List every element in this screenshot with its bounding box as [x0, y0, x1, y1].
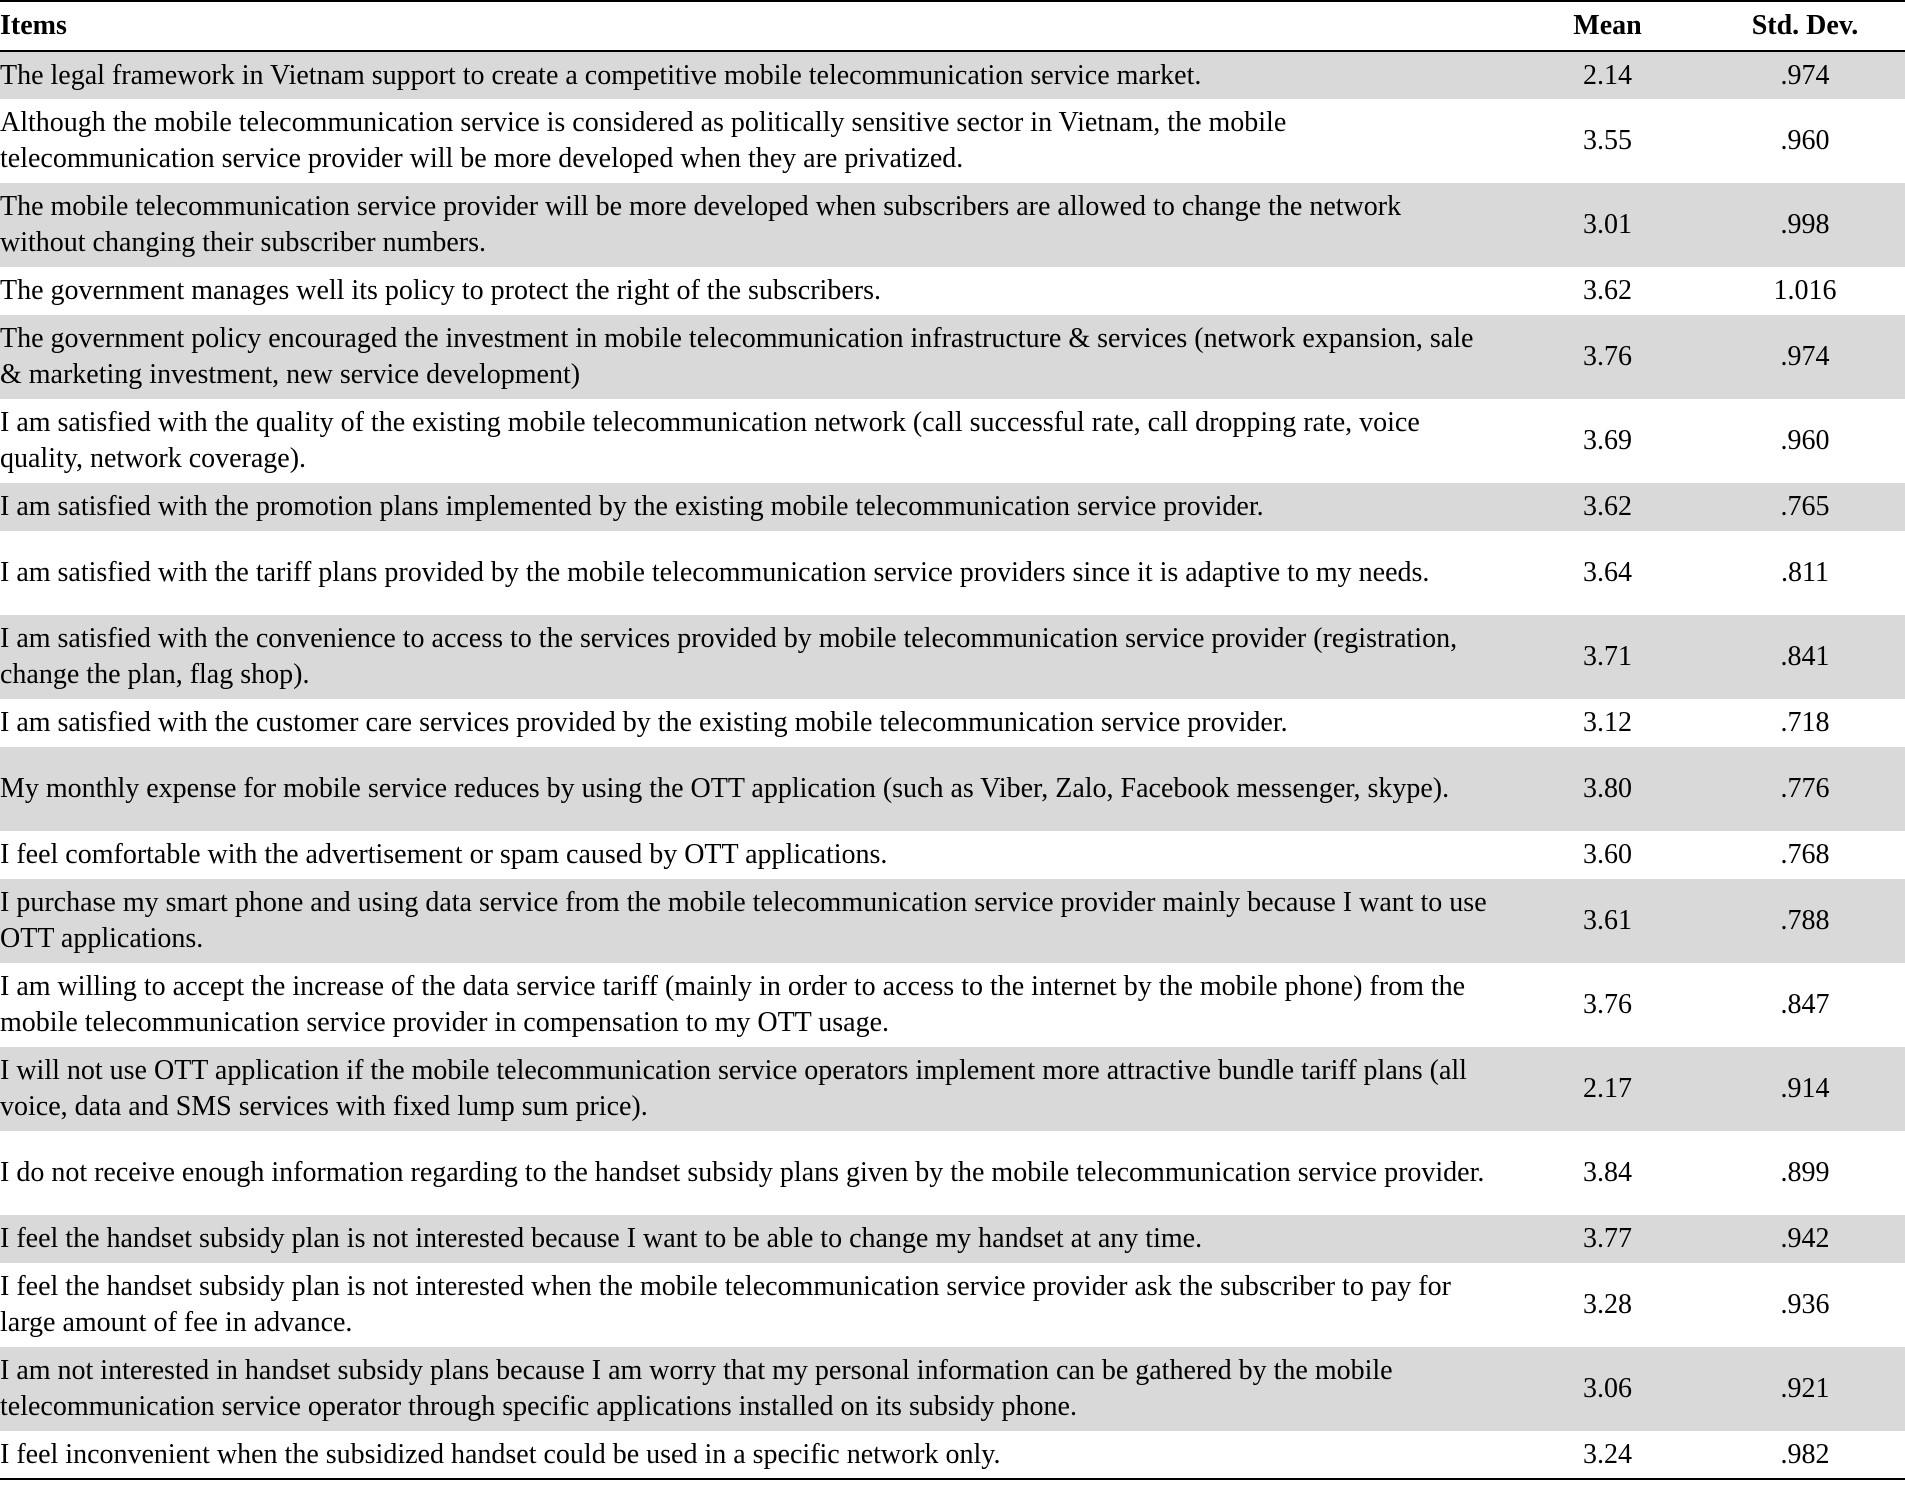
mean-value: 2.14 — [1510, 51, 1705, 99]
item-text: I feel inconvenient when the subsidized handset could be used in a specific network only. — [0, 1431, 1510, 1479]
mean-value: 3.64 — [1583, 557, 1632, 588]
item-text: My monthly expense for mobile service reduces by using the OTT application (such as Viber, Zalo, Facebook messenger, skype). — [0, 747, 1510, 831]
mean-value: 3.76 — [1583, 989, 1632, 1020]
table-row — [0, 747, 1905, 831]
item-text: I purchase my smart phone and using data service from the mobile telecommunication service provider mainly because I want to use OTT applications. — [0, 879, 1510, 963]
mean-value: 3.12 — [1583, 707, 1632, 738]
std-dev-value: .765 — [1705, 483, 1905, 531]
std-dev-value: .914 — [1705, 1047, 1905, 1131]
std-dev-value: 1.016 — [1773, 275, 1837, 306]
std-dev-value: .960 — [1780, 425, 1830, 456]
item-text: I will not use OTT application if the mobile telecommunication service operators implement more attractive bundle tariff plans (all voice, data and SMS services with fixed lump sum price). — [0, 1047, 1510, 1131]
item-text: I am not interested in handset subsidy plans because I am worry that my personal information can be gathered by the mobile telecommunication service operator through specific applications installed on its subsidy phone. — [0, 1347, 1510, 1431]
table-row — [0, 399, 1905, 483]
table-row — [0, 615, 1905, 699]
table-row — [0, 483, 1905, 531]
table-row — [0, 1431, 1905, 1479]
mean-value: 3.62 — [1510, 483, 1705, 531]
item-text: I am willing to accept the increase of the data service tariff (mainly in order to access to the internet by the mobile phone) from the mobile telecommunication service provider in compensation to my OTT usage. — [0, 971, 1466, 1038]
mean-value: 3.24 — [1510, 1431, 1705, 1479]
table-row — [0, 267, 1905, 315]
mean-value: 3.80 — [1510, 747, 1705, 831]
table-row — [0, 1215, 1905, 1263]
std-dev-value: .788 — [1705, 879, 1905, 963]
std-dev-value: .921 — [1705, 1347, 1905, 1431]
mean-value: 3.01 — [1510, 183, 1705, 267]
table-row — [0, 315, 1905, 399]
item-text: I feel comfortable with the advertisement or spam caused by OTT applications. — [0, 839, 888, 870]
std-dev-value: .974 — [1705, 51, 1905, 99]
table-row — [0, 699, 1905, 747]
std-dev-value: .998 — [1705, 183, 1905, 267]
header-items: Items — [0, 1, 1510, 51]
table-row — [0, 531, 1905, 615]
item-text: I feel the handset subsidy plan is not interested because I want to be able to change my handset at any time. — [0, 1215, 1510, 1263]
item-text: I feel the handset subsidy plan is not interested when the mobile telecommunication service provider ask the subscriber to pay for large amount of fee in advance. — [0, 1271, 1451, 1338]
header-row — [0, 1, 1905, 51]
std-dev-value: .936 — [1780, 1289, 1830, 1320]
std-dev-value: .841 — [1705, 615, 1905, 699]
std-dev-value: .974 — [1705, 315, 1905, 399]
table-row — [0, 99, 1905, 183]
table-row — [0, 831, 1905, 879]
mean-value: 3.61 — [1510, 879, 1705, 963]
std-dev-value: .718 — [1780, 707, 1830, 738]
mean-value: 3.69 — [1583, 425, 1632, 456]
table-row — [0, 1263, 1905, 1347]
table-row — [0, 879, 1905, 963]
std-dev-value: .776 — [1705, 747, 1905, 831]
mean-value: 3.06 — [1510, 1347, 1705, 1431]
std-dev-value: .942 — [1705, 1215, 1905, 1263]
table-row — [0, 963, 1905, 1047]
item-text: I am satisfied with the promotion plans implemented by the existing mobile telecommunication service provider. — [0, 483, 1510, 531]
item-text: The legal framework in Vietnam support to create a competitive mobile telecommunication service market. — [0, 51, 1510, 99]
std-dev-value: .982 — [1705, 1431, 1905, 1479]
header-mean: Mean — [1510, 1, 1705, 51]
item-text: I am satisfied with the tariff plans provided by the mobile telecommunication service providers since it is adaptive to my needs. — [0, 557, 1430, 588]
item-text: I am satisfied with the customer care services provided by the existing mobile telecommunication service provider. — [0, 707, 1288, 738]
mean-value: 3.28 — [1583, 1289, 1632, 1320]
mean-value: 3.60 — [1583, 839, 1632, 870]
mean-value: 3.76 — [1510, 315, 1705, 399]
item-text: The government manages well its policy to protect the right of the subscribers. — [0, 275, 881, 306]
item-text: The government policy encouraged the investment in mobile telecommunication infrastructure & services (network expansion, sale & marketing investment, new service development) — [0, 315, 1510, 399]
mean-value: 3.84 — [1583, 1157, 1632, 1188]
std-dev-value: .847 — [1780, 989, 1830, 1020]
item-text: Although the mobile telecommunication service is considered as politically sensitive sector in Vietnam, the mobile telecommunication service provider will be more developed when they are privatized. — [0, 107, 1287, 174]
mean-value: 3.71 — [1510, 615, 1705, 699]
mean-value: 3.55 — [1583, 125, 1632, 156]
std-dev-value: .768 — [1780, 839, 1830, 870]
mean-value: 3.77 — [1510, 1215, 1705, 1263]
std-dev-value: .960 — [1780, 125, 1830, 156]
table-row — [0, 1131, 1905, 1215]
table-row — [0, 183, 1905, 267]
mean-value: 3.62 — [1583, 275, 1632, 306]
item-text: I am satisfied with the quality of the existing mobile telecommunication network (call successful rate, call dropping rate, voice quality, network coverage). — [0, 407, 1420, 474]
table-row — [0, 1347, 1905, 1431]
item-text: The mobile telecommunication service provider will be more developed when subscribers are allowed to change the network without changing their subscriber numbers. — [0, 183, 1510, 267]
std-dev-value: .811 — [1781, 557, 1829, 588]
table-row — [0, 51, 1905, 99]
item-text: I am satisfied with the convenience to access to the services provided by mobile telecommunication service provider (registration, change the plan, flag shop). — [0, 615, 1510, 699]
header-std-dev: Std. Dev. — [1705, 1, 1905, 51]
std-dev-value: .899 — [1780, 1157, 1830, 1188]
item-text: I do not receive enough information regarding to the handset subsidy plans given by the mobile telecommunication service provider. — [0, 1157, 1485, 1188]
mean-value: 2.17 — [1510, 1047, 1705, 1131]
table-row — [0, 1047, 1905, 1131]
